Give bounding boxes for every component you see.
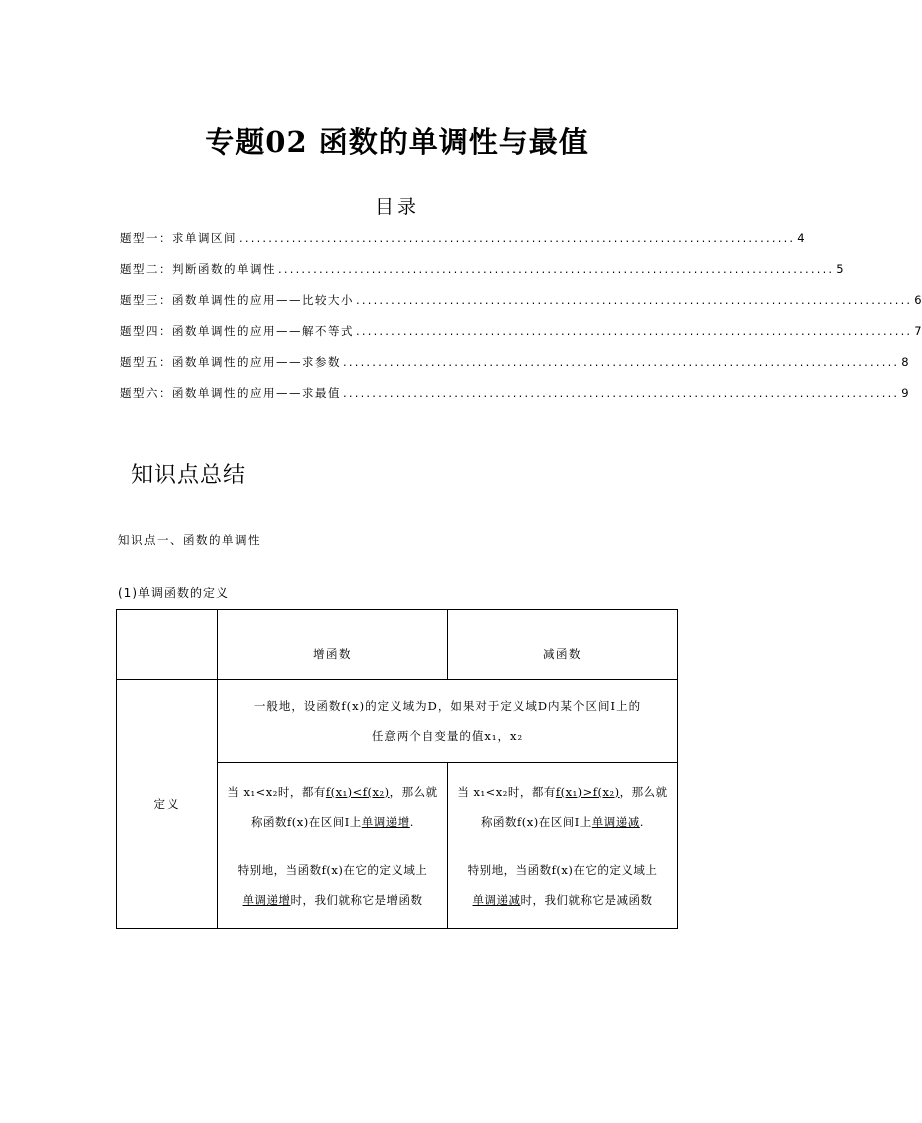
empty-corner-cell bbox=[117, 610, 218, 680]
toc-item[interactable] bbox=[120, 385, 909, 416]
row-label-definition: 定义 bbox=[117, 680, 218, 929]
dec-text-1: 当 x₁<x₂时，都有 bbox=[457, 784, 556, 799]
toc-item-page: 6 bbox=[914, 293, 922, 307]
toc-item-label: 题型二： bbox=[120, 262, 172, 276]
toc-item[interactable] bbox=[120, 323, 922, 354]
toc-item-page: 7 bbox=[914, 324, 922, 338]
toc-item[interactable] bbox=[120, 230, 805, 261]
toc-item-text: 函数单调性的应用——求参数 bbox=[172, 355, 341, 369]
inc-condition: f(x₁)<f(x₂) bbox=[325, 784, 390, 799]
dec-special-2: 时，我们就称它是减函数 bbox=[520, 892, 653, 907]
toc-leader-dots: ............................................................................................... bbox=[278, 262, 835, 276]
toc-item-label: 题型五： bbox=[120, 355, 172, 369]
toc-item[interactable] bbox=[120, 354, 909, 385]
dec-special-1: 特别地，当函数f(x)在它的定义域上 bbox=[467, 862, 658, 877]
header-decreasing: 减函数 bbox=[448, 610, 678, 680]
toc-item-text: 判断函数的单调性 bbox=[172, 262, 276, 276]
general-line-1: 一般地，设函数f(x)的定义域为D，如果对于定义域D内某个区间I上的 bbox=[253, 699, 642, 713]
toc-item-label: 题型四： bbox=[120, 324, 172, 338]
table-caption: (1)单调函数的定义 bbox=[118, 586, 229, 600]
general-line-2: 任意两个自变量的值x₁，x₂ bbox=[371, 729, 524, 743]
definition-table bbox=[116, 609, 678, 929]
section-title: 知识点总结 bbox=[131, 463, 247, 488]
toc-leader-dots: ............................................................................................... bbox=[343, 355, 900, 369]
toc-item-text: 函数单调性的应用——解不等式 bbox=[172, 324, 354, 338]
inc-special-2: 时，我们就称它是增函数 bbox=[290, 892, 423, 907]
toc-item-text: 函数单调性的应用——比较大小 bbox=[172, 293, 354, 307]
toc-item[interactable] bbox=[120, 292, 922, 323]
dec-text-3: 称函数f(x)在区间I上 bbox=[481, 814, 592, 829]
toc-item-page: 4 bbox=[797, 231, 805, 245]
table-row bbox=[117, 680, 678, 763]
inc-term: 单调递增 bbox=[361, 814, 410, 829]
toc-item-page: 8 bbox=[901, 355, 909, 369]
inc-text-4: . bbox=[409, 814, 414, 829]
toc-leader-dots: ............................................................................................... bbox=[356, 324, 913, 338]
dec-text-2: ，那么就 bbox=[619, 784, 668, 799]
page-title: 专题02 函数的单调性与最值 bbox=[205, 125, 589, 159]
table-of-contents bbox=[120, 230, 922, 416]
toc-item-page: 9 bbox=[901, 386, 909, 400]
inc-text-2: ，那么就 bbox=[389, 784, 438, 799]
dec-condition: f(x₁)>f(x₂) bbox=[555, 784, 620, 799]
inc-text-1: 当 x₁<x₂时，都有 bbox=[227, 784, 326, 799]
header-increasing: 增函数 bbox=[218, 610, 448, 680]
dec-text-4: . bbox=[639, 814, 644, 829]
inc-special-1: 特别地，当函数f(x)在它的定义域上 bbox=[237, 862, 428, 877]
toc-leader-dots: ............................................................................................... bbox=[343, 386, 900, 400]
toc-heading: 目录 bbox=[374, 196, 419, 218]
toc-item-label: 题型六： bbox=[120, 386, 172, 400]
inc-text-3: 称函数f(x)在区间I上 bbox=[251, 814, 362, 829]
table-header-row bbox=[117, 610, 678, 680]
toc-item-label: 题型一： bbox=[120, 231, 172, 245]
decreasing-definition-cell bbox=[448, 763, 678, 929]
increasing-definition-cell bbox=[218, 763, 448, 929]
dec-term: 单调递减 bbox=[591, 814, 640, 829]
toc-item-label: 题型三： bbox=[120, 293, 172, 307]
toc-item-text: 求单调区间 bbox=[172, 231, 237, 245]
inc-special-term: 单调递增 bbox=[242, 892, 291, 907]
subsection-heading: 知识点一、函数的单调性 bbox=[118, 533, 261, 547]
toc-item-text: 函数单调性的应用——求最值 bbox=[172, 386, 341, 400]
dec-special-term: 单调递减 bbox=[472, 892, 521, 907]
toc-leader-dots: ............................................................................................... bbox=[356, 293, 913, 307]
toc-item[interactable] bbox=[120, 261, 844, 292]
toc-item-page: 5 bbox=[836, 262, 844, 276]
toc-leader-dots: ............................................................................................... bbox=[239, 231, 796, 245]
general-definition-cell bbox=[218, 680, 678, 763]
